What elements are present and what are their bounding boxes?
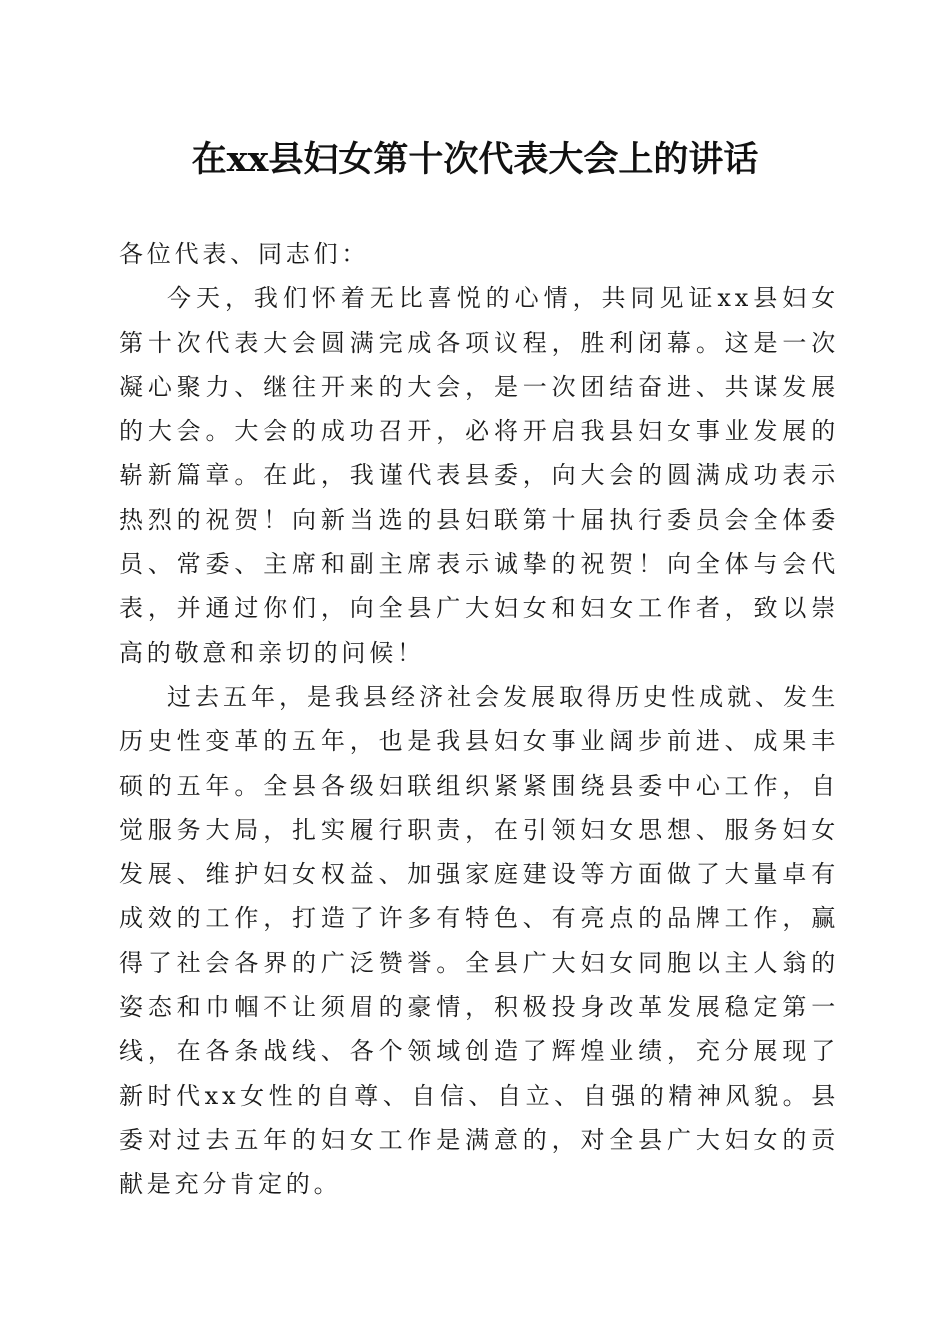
paragraph-opening: 今天，我们怀着无比喜悦的心情，共同见证xx县妇女第十次代表大会圆满完成各项议程，胜利闭幕。这是一次凝心聚力、继往开来的大会，是一次团结奋进、共谋发展的大会。大会的成功召开，必将开启我县妇女事业发展的崭新篇章。在此，我谨代表县委，向大会的圆满成功表示热烈的祝贺！向新当选的县妇联第十届执行委员会全体委员、常委、主席和副主席表示诚挚的祝贺！向全体与会代表，并通过你们，向全县广大妇女和妇女工作者，致以崇高的敬意和亲切的问候！ (119, 284, 839, 667)
salutation: 各位代表、同志们： (119, 240, 370, 268)
paragraph-review: 过去五年，是我县经济社会发展取得历史性成就、发生历史性变革的五年，也是我县妇女事业阔步前进、成果丰硕的五年。全县各级妇联组织紧紧围绕县委中心工作，自觉服务大局，扎实履行职责，在引领妇女思想、服务妇女发展、维护妇女权益、加强家庭建设等方面做了大量卓有成效的工作，打造了许多有特色、有亮点的品牌工作，赢得了社会各界的广泛赞誉。全县广大妇女同胞以主人翁的姿态和巾帼不让须眉的豪情，积极投身改革发展稳定第一线，在各条战线、各个领域创造了辉煌业绩，充分展现了新时代xx女性的自尊、自信、自立、自强的精神风貌。县委对过去五年的妇女工作是满意的，对全县广大妇女的贡献是充分肯定的。 (119, 682, 839, 1199)
document-body (119, 232, 839, 1207)
document-title: 在xx县妇女第十次代表大会上的讲话 (191, 139, 759, 180)
